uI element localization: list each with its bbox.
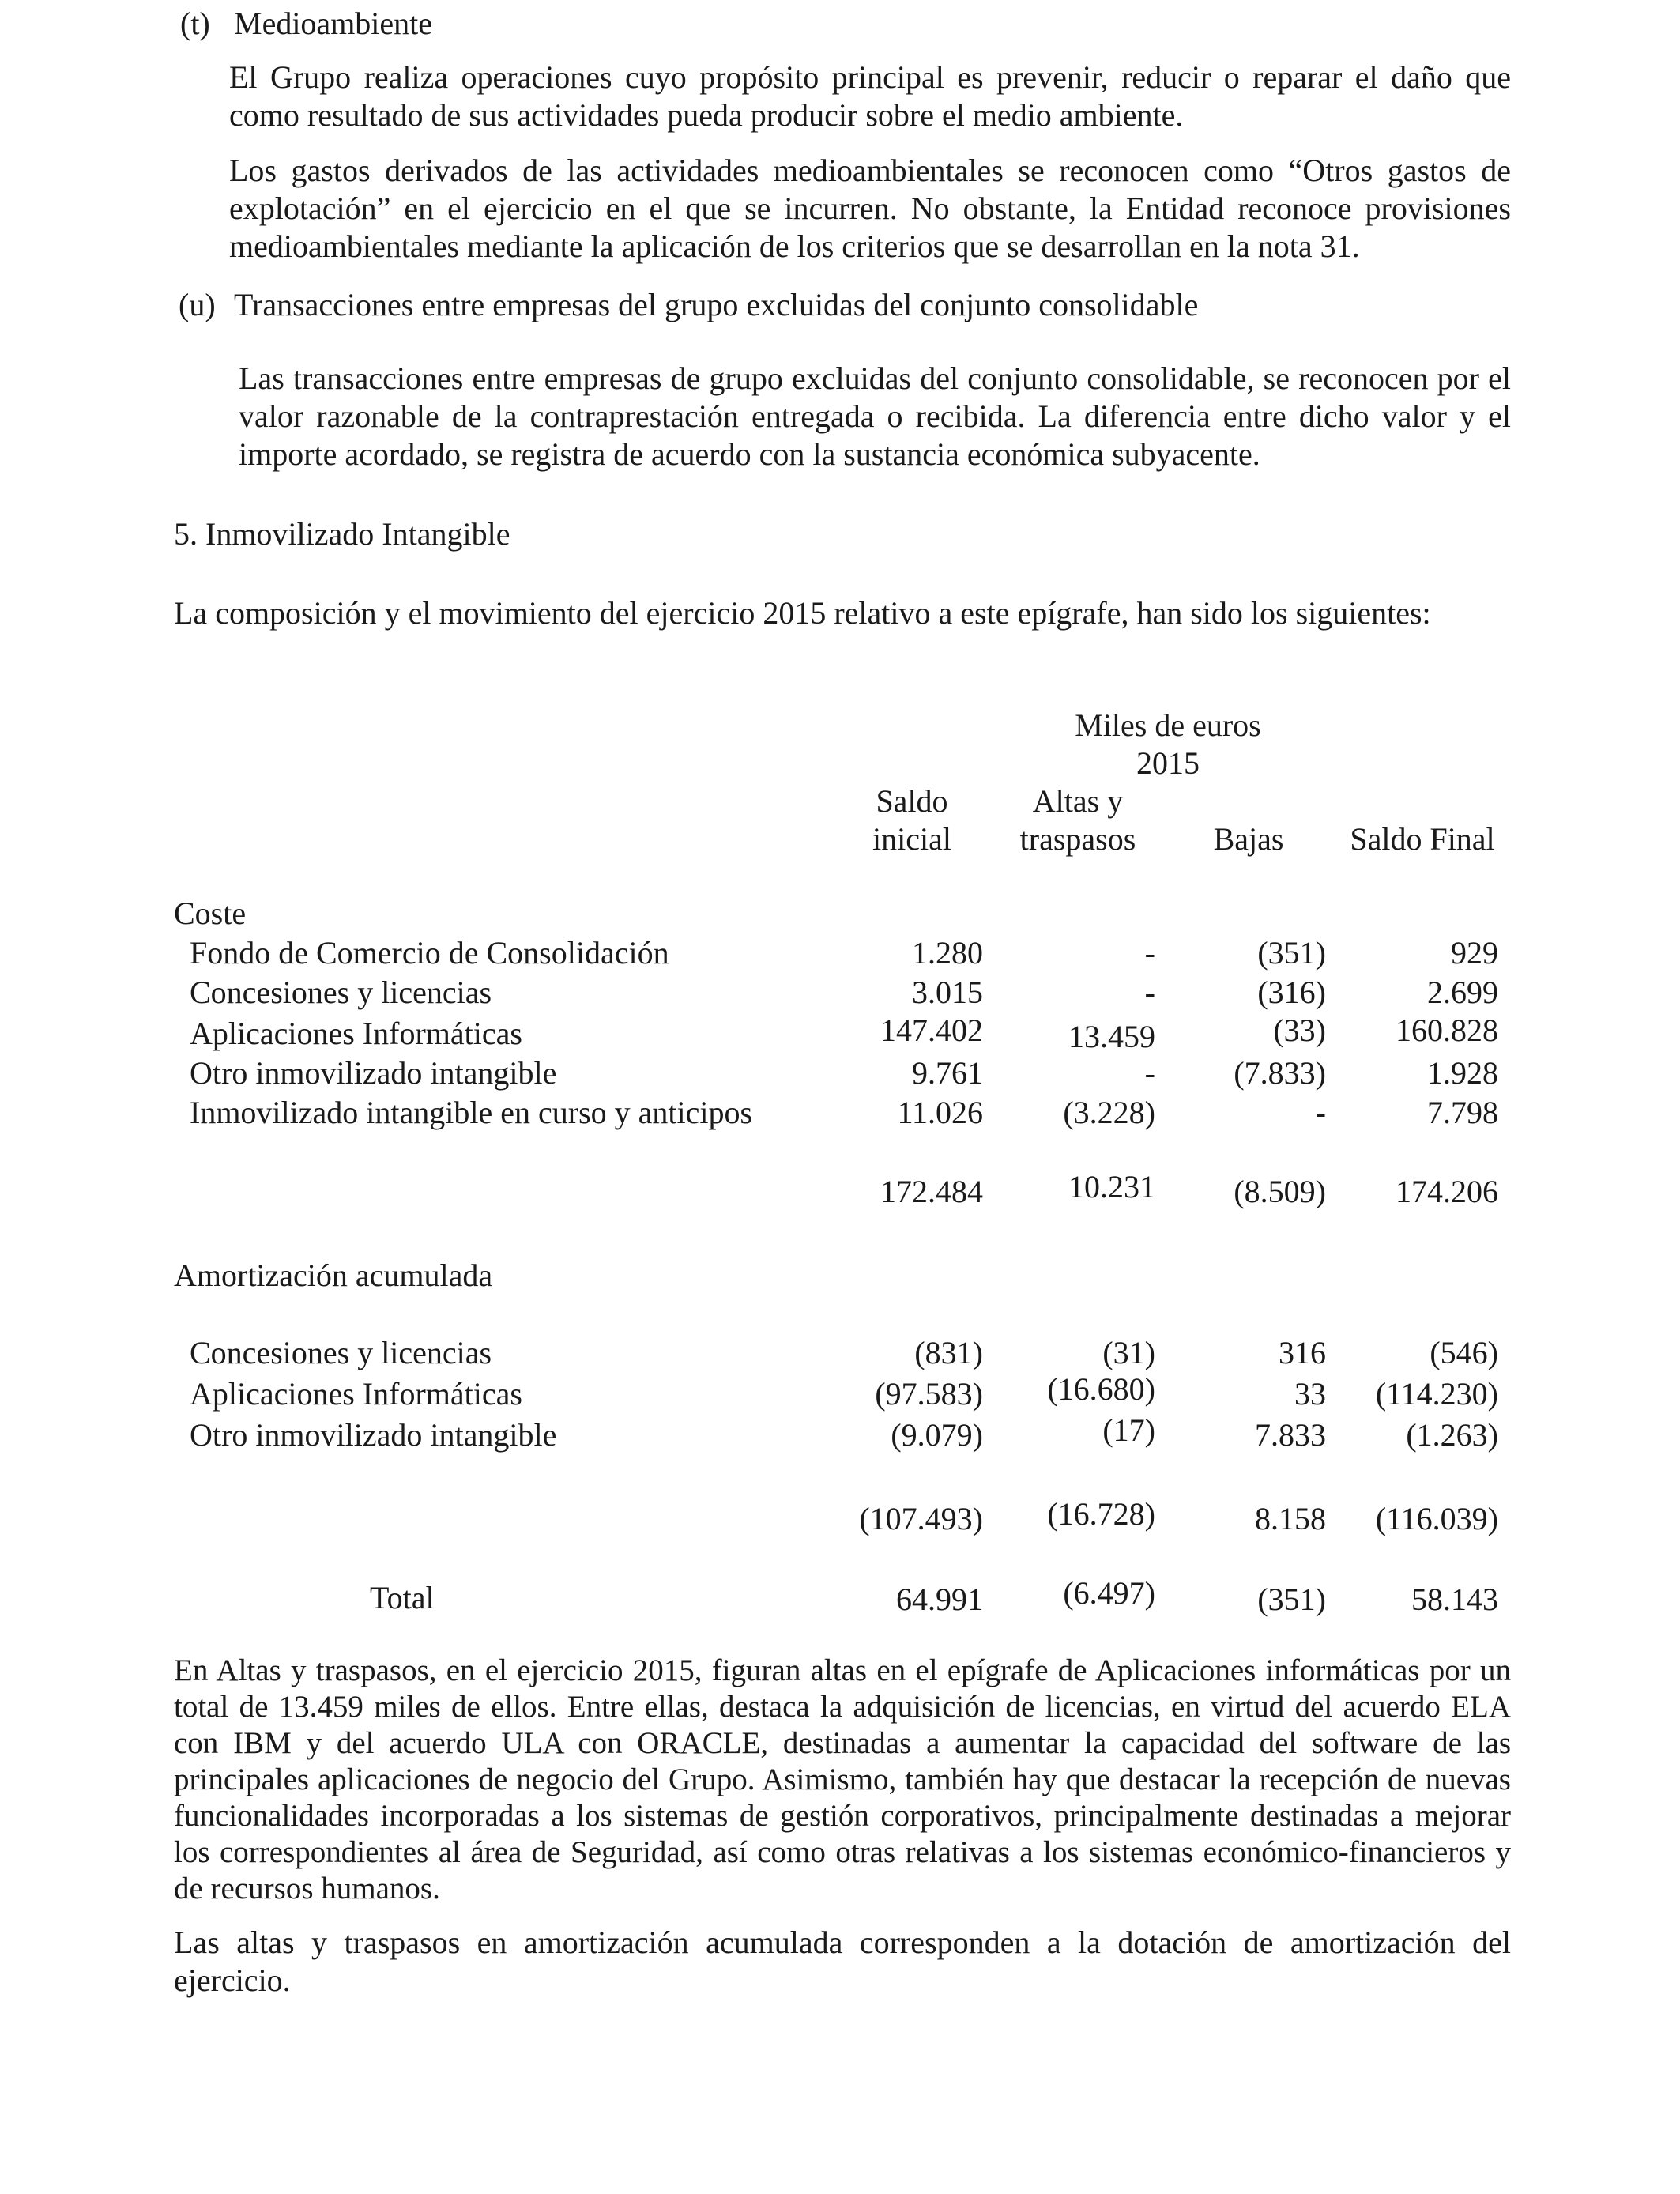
total-altas: (6.497) <box>1063 1575 1155 1611</box>
closing-paragraph-1: En Altas y traspasos, en el ejercicio 2015, figuran altas en el epígrafe de Aplicaciones informáticas por un total de 13.459 miles de ellos. Entre ellas, destaca la adquisición de licencias, en virtud del acuerdo ELA con IBM y del acuerdo ULA con ORACLE, destinadas a aumentar la capacidad del software de las principales aplicaciones de negocio del Grupo. Asimismo, también hay que destacar la recepción de nuevas funcionalidades incorporadas a los sistemas de gestión corporativos, principalmente destinadas a mejorar los correspondientes al área de Seguridad, así como otras relativas a los sistemas económico-financieros y de recursos humanos. <box>174 1653 1511 1906</box>
cell-bajas: (316) <box>1257 974 1326 1010</box>
cell-altas: (3.228) <box>1063 1095 1155 1130</box>
cell-saldo-inicial: (831) <box>914 1335 983 1370</box>
cell-bajas: (33) <box>1273 1012 1326 1048</box>
table-year-header: 2015 <box>1136 745 1200 781</box>
section-u-title: Transacciones entre empresas del grupo excluidas del conjunto consolidable <box>234 287 1199 322</box>
row-label: Fondo de Comercio de Consolidación <box>190 935 669 971</box>
cell-saldo-final: 2.699 <box>1427 974 1498 1010</box>
amortizacion-subtotal-saldo-final: (116.039) <box>1375 1501 1498 1536</box>
cell-saldo-inicial: (9.079) <box>891 1417 983 1453</box>
total-saldo-inicial: 64.991 <box>896 1581 983 1617</box>
cell-altas: (31) <box>1102 1335 1155 1370</box>
amortizacion-subtotal-bajas: 8.158 <box>1255 1501 1326 1536</box>
row-label: Inmovilizado intangible en curso y anticipos <box>190 1095 753 1130</box>
row-label: Concesiones y licencias <box>190 1335 492 1370</box>
row-label: Concesiones y licencias <box>190 974 492 1010</box>
group-label-amortizacion: Amortización acumulada <box>174 1257 493 1293</box>
cell-saldo-final: 929 <box>1451 935 1498 971</box>
amortizacion-subtotal-saldo-inicial: (107.493) <box>859 1501 983 1536</box>
coste-subtotal-altas: 10.231 <box>1068 1169 1155 1204</box>
cell-altas: (16.680) <box>1047 1371 1155 1407</box>
section-t-body <box>229 58 1511 266</box>
section-t-title: Medioambiente <box>234 6 433 41</box>
cell-saldo-final: 7.798 <box>1427 1095 1498 1130</box>
section-u-marker: (u) <box>179 287 216 322</box>
section-u-paragraph: Las transacciones entre empresas de grupo excluidas del conjunto consolidable, se reconocen por el valor razonable de la contraprestación entregada o recibida. La diferencia entre dicho valor y el importe acordado, se registra de acuerdo con la sustancia económica subyacente. <box>239 360 1511 472</box>
col-header-altas-traspasos: Altas y traspasos <box>1019 783 1136 857</box>
cell-saldo-final: (114.230) <box>1375 1376 1498 1412</box>
cell-saldo-final: 160.828 <box>1396 1012 1498 1048</box>
cell-saldo-inicial: 11.026 <box>897 1095 983 1130</box>
cell-saldo-final: (546) <box>1430 1335 1498 1370</box>
cell-saldo-inicial: 3.015 <box>912 974 983 1010</box>
total-saldo-final: 58.143 <box>1411 1581 1498 1617</box>
row-label: Otro inmovilizado intangible <box>190 1055 557 1091</box>
group-label-coste: Coste <box>174 895 247 931</box>
col-header-saldo-inicial: Saldo inicial <box>872 783 951 857</box>
cell-bajas: 316 <box>1279 1335 1326 1370</box>
coste-subtotal-saldo-inicial: 172.484 <box>880 1174 983 1209</box>
cell-bajas: (351) <box>1257 935 1326 971</box>
col-header-saldo-final: Saldo Final <box>1350 821 1495 857</box>
row-label: Aplicaciones Informáticas <box>190 1016 522 1051</box>
row-label: Aplicaciones Informáticas <box>190 1376 522 1412</box>
cell-saldo-final: (1.263) <box>1406 1417 1498 1453</box>
cell-bajas: 7.833 <box>1255 1417 1326 1453</box>
cell-bajas: (7.833) <box>1234 1055 1326 1091</box>
cell-saldo-inicial: 9.761 <box>912 1055 983 1091</box>
total-bajas: (351) <box>1257 1581 1326 1617</box>
cell-saldo-inicial: (97.583) <box>875 1376 983 1412</box>
coste-subtotal-bajas: (8.509) <box>1234 1174 1326 1209</box>
section-5-title: 5. Inmovilizado Intangible <box>174 516 510 552</box>
cell-altas: - <box>1144 974 1155 1010</box>
closing-paragraph-2: Las altas y traspasos en amortización acumulada corresponden a la dotación de amortización del ejercicio. <box>174 1924 1511 1998</box>
total-label: Total <box>370 1580 435 1615</box>
cell-altas: 13.459 <box>1068 1019 1155 1054</box>
section-t-paragraph-1: El Grupo realiza operaciones cuyo propósito principal es prevenir, reducir o reparar el daño que como resultado de sus actividades pueda producir sobre el medio ambiente. <box>229 59 1511 133</box>
cell-saldo-inicial: 147.402 <box>880 1012 983 1048</box>
cell-altas: - <box>1144 1055 1155 1091</box>
cell-bajas: 33 <box>1294 1376 1326 1412</box>
cell-altas: - <box>1144 935 1155 971</box>
cell-saldo-final: 1.928 <box>1427 1055 1498 1091</box>
section-t-paragraph-2: Los gastos derivados de las actividades medioambientales se reconocen como “Otros gastos de explotación” en el ejercicio en el que se incurren. No obstante, la Entidad reconoce provisiones medioambientales mediante la aplicación de los criterios que se desarrollan en la nota 31. <box>229 153 1511 264</box>
col-header-bajas: Bajas <box>1213 821 1284 857</box>
cell-bajas: - <box>1315 1095 1326 1130</box>
amortizacion-subtotal-altas: (16.728) <box>1047 1496 1155 1532</box>
coste-subtotal-saldo-final: 174.206 <box>1396 1174 1498 1209</box>
row-label: Otro inmovilizado intangible <box>190 1417 557 1453</box>
cell-altas: (17) <box>1102 1412 1155 1448</box>
section-5-intro: La composición y el movimiento del ejercicio 2015 relativo a este epígrafe, han sido los siguientes: <box>174 595 1431 631</box>
section-t-marker: (t) <box>180 6 210 41</box>
table-unit-header: Miles de euros <box>1075 707 1261 743</box>
cell-saldo-inicial: 1.280 <box>912 935 983 971</box>
